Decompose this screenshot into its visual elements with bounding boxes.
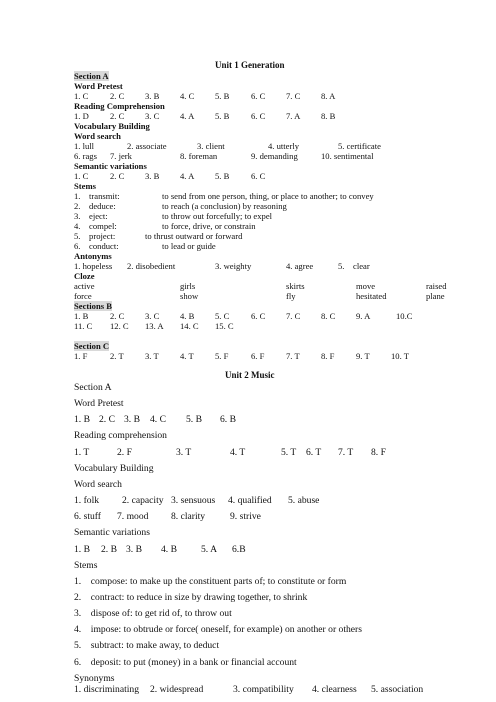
unit1-antonym-item: 3. weighty: [215, 261, 252, 271]
unit1-cloze-word: skirts: [286, 281, 305, 291]
unit1-word-pretest-item: 5. B: [215, 91, 230, 101]
unit1-title: Unit 1 Generation: [215, 60, 285, 70]
unit1-semantic-item: 5. B: [215, 171, 230, 181]
unit1-word-search-item: 7. jerk: [110, 151, 132, 161]
unit1-cloze-word: fly: [286, 291, 296, 301]
unit1-reading-item: 2. C: [110, 111, 125, 121]
unit2-reading-item: 2. F: [117, 446, 132, 458]
unit1-cloze-heading: Cloze: [74, 271, 95, 281]
unit2-semantic-item: 5. A: [201, 543, 217, 555]
unit2-word-search-item: 4. qualified: [228, 495, 272, 507]
unit1-word-search-item: 1. lull: [74, 141, 95, 151]
unit1-section-c-item: 6. F: [251, 351, 265, 361]
unit2-word-search-item: 2. capacity: [122, 495, 164, 507]
unit1-cloze-word: show: [180, 291, 199, 301]
unit1-section-b-item: 9. A: [356, 311, 371, 321]
unit2-word-pretest-item: 4. C: [150, 414, 166, 426]
unit2-semantic-item: 3. B: [126, 543, 142, 555]
unit2-word-search-item: 6. stuff: [74, 511, 102, 523]
unit1-cloze-word: force: [74, 291, 92, 301]
unit2-word-pretest-item: 3. B: [124, 414, 140, 426]
unit2-word-search-item: 1. folk: [74, 495, 100, 507]
unit1-word-search-item: 9. demanding: [251, 151, 298, 161]
unit1-section-a: Section A: [74, 71, 109, 81]
unit2-stem-item: 4. impose: to obtrude or force( oneself, for example) on another or others: [74, 624, 362, 636]
unit1-stem-word: 4. compel:: [74, 221, 117, 231]
unit1-cloze-word: raised: [426, 281, 447, 291]
unit2-stem-item: 5. subtract: to make away, to deduct: [74, 640, 220, 652]
unit1-antonym-item: 4. agree: [286, 261, 314, 271]
unit1-section-c-item: 4. T: [180, 351, 194, 361]
unit1-antonyms-heading: Antonyms: [74, 251, 112, 261]
unit2-word-pretest-heading: Word Pretest: [74, 398, 124, 410]
unit1-vocab-heading: Vocabulary Building: [74, 121, 150, 131]
unit1-cloze-word: plane: [426, 291, 445, 301]
unit2-word-search-item: 8. clarity: [171, 511, 206, 523]
unit1-section-b-item: 15. C: [215, 321, 234, 331]
unit1-stem-word: 5. project:: [74, 231, 116, 241]
unit1-semantic-item: 3. B: [145, 171, 160, 181]
unit1-section-c-item: 2. T: [110, 351, 124, 361]
unit1-word-pretest-item: 8. A: [321, 91, 336, 101]
unit1-section-b-item: 7. C: [286, 311, 301, 321]
unit1-reading-item: 7. A: [286, 111, 301, 121]
unit2-semantic-item: 6.B: [232, 543, 246, 555]
unit1-semantic-item: 4. A: [180, 171, 195, 181]
unit1-word-pretest-item: 6. C: [251, 91, 266, 101]
unit1-section-b-item: 1. B: [74, 311, 89, 321]
unit1-cloze-word: active: [74, 281, 95, 291]
unit1-word-pretest-item: 1. C: [74, 91, 89, 101]
unit2-word-search-item: 7. mood: [117, 511, 149, 523]
unit1-reading-item: 5. B: [215, 111, 230, 121]
unit1-stems-heading: Stems: [74, 181, 96, 191]
unit2-reading-heading: Reading comprehension: [74, 430, 167, 442]
unit1-word-search-heading: Word search: [74, 131, 121, 141]
unit2-semantic-heading: Semantic variations: [74, 527, 150, 539]
unit1-section-c-item: 9. T: [356, 351, 370, 361]
unit1-section-b-item: 5. C: [215, 311, 230, 321]
unit1-word-search-item: 10. sentimental: [321, 151, 374, 161]
unit1-section-b-item: 14. C: [180, 321, 199, 331]
unit1-word-search-item: 6. rags: [74, 151, 97, 161]
unit1-section-c-item: 3. T: [145, 351, 159, 361]
unit2-reading-item: 3. T: [176, 446, 192, 458]
unit2-synonym-item: 4. clearness: [312, 684, 357, 696]
unit1-semantic-item: 6. C: [251, 171, 266, 181]
unit1-stem-definition: to thrust outward or forward: [145, 231, 243, 241]
unit1-section-b-item: 8. C: [321, 311, 336, 321]
unit1-section-c-item: 1. F: [74, 351, 88, 361]
unit1-stem-word: 2. deduce:: [74, 201, 116, 211]
unit1-semantic-item: 1. C: [74, 171, 89, 181]
unit1-reading-item: 3. C: [145, 111, 160, 121]
unit1-cloze-word: move: [356, 281, 376, 291]
unit1-section-b-item: 3. C: [145, 311, 160, 321]
unit1-section-b-item: 13. A: [145, 321, 164, 331]
unit1-section-c-heading: Section C: [74, 341, 110, 351]
unit1-word-search-item: 8. foreman: [180, 151, 218, 161]
unit2-word-search-item: 5. abuse: [288, 495, 320, 507]
unit2-word-pretest-item: 6. B: [220, 414, 236, 426]
unit2-stem-item: 2. contract: to reduce in size by drawing together, to shrink: [74, 591, 308, 603]
unit2-reading-item: 1. T: [74, 446, 90, 458]
unit1-section-b-item: 12. C: [110, 321, 129, 331]
unit1-antonym-item: 2. disobedient: [127, 261, 176, 271]
unit2-reading-item: 8. F: [371, 446, 386, 458]
unit1-word-pretest-item: 3. B: [145, 91, 160, 101]
unit2-title: Unit 2 Music: [225, 370, 275, 380]
unit2-reading-item: 6. T: [306, 446, 322, 458]
unit1-stem-definition: to throw out forcefully; to expel: [162, 211, 273, 221]
unit2-word-search-heading: Word search: [74, 478, 122, 490]
unit1-word-pretest-item: 7. C: [286, 91, 301, 101]
unit2-reading-item: 7. T: [338, 446, 354, 458]
unit2-reading-item: 4. T: [230, 446, 246, 458]
unit1-stem-word: 6. conduct:: [74, 241, 119, 251]
unit2-synonyms-heading: Synonyms: [74, 672, 115, 684]
unit1-section-b-item: 6. C: [251, 311, 266, 321]
unit1-cloze-word: girls: [180, 281, 196, 291]
unit2-reading-item: 5. T: [281, 446, 297, 458]
unit1-stem-definition: to send from one person, thing, or place to another; to convey: [162, 191, 374, 201]
unit1-antonym-item: 1. hopeless: [74, 261, 113, 271]
unit1-word-pretest-item: 2. C: [110, 91, 125, 101]
unit1-section-c-item: 10. T: [391, 351, 409, 361]
unit1-word-pretest-item: 4. C: [180, 91, 195, 101]
unit1-antonym-item: 5. clear: [338, 261, 370, 271]
unit2-stem-item: 6. deposit: to put (money) in a bank or financial account: [74, 656, 297, 668]
unit1-section-b-item: 2. C: [110, 311, 125, 321]
unit1-section-c-item: 8. F: [321, 351, 335, 361]
unit1-section-c-item: 7. T: [286, 351, 300, 361]
unit2-stems-heading: Stems: [74, 559, 98, 571]
unit2-word-search-item: 3. sensuous: [171, 495, 216, 507]
unit2-synonym-item: 3. compatibility: [233, 684, 294, 696]
unit1-word-search-item: 3. client: [197, 141, 225, 151]
unit2-synonym-item: 1. discriminating: [74, 684, 140, 696]
unit1-section-b-item: 11. C: [74, 321, 93, 331]
unit2-stem-item: 1. compose: to make up the constituent parts of; to constitute or form: [74, 575, 347, 587]
unit1-section-b-item: 10.C: [396, 311, 413, 321]
unit1-section-c-item: 5. F: [215, 351, 229, 361]
unit1-semantic-item: 2. C: [110, 171, 125, 181]
unit1-word-search-item: 4. utterly: [268, 141, 300, 151]
unit1-semantic-heading: Semantic variations: [74, 161, 147, 171]
unit1-stem-word: 1. transmit:: [74, 191, 120, 201]
unit1-reading-item: 4. A: [180, 111, 195, 121]
unit1-stem-definition: to reach (a conclusion) by reasoning: [162, 201, 287, 211]
unit2-word-pretest-item: 1. B: [74, 414, 90, 426]
unit1-cloze-word: hesitated: [356, 291, 387, 301]
unit2-word-pretest-item: 5. B: [186, 414, 202, 426]
unit2-synonym-item: 5. association: [371, 684, 424, 696]
unit2-semantic-item: 2. B: [101, 543, 117, 555]
unit2-section-a: Section A: [74, 382, 112, 393]
unit1-word-search-item: 2. associate: [127, 141, 167, 151]
unit2-synonym-item: 2. widespread: [150, 684, 204, 696]
unit1-stem-definition: to force, drive, or constrain: [162, 221, 256, 231]
unit1-stem-word: 3. eject:: [74, 211, 108, 221]
unit2-vocab-heading: Vocabulary Building: [74, 462, 154, 474]
unit1-word-pretest-heading: Word Pretest: [74, 81, 123, 91]
unit2-semantic-item: 1. B: [74, 543, 90, 555]
unit1-reading-item: 6. C: [251, 111, 266, 121]
unit1-stem-definition: to lead or guide: [162, 241, 216, 251]
unit1-reading-item: 1. D: [74, 111, 89, 121]
unit1-section-b-item: 4. B: [180, 311, 195, 321]
unit2-word-search-item: 9. strive: [230, 511, 261, 523]
unit1-word-search-item: 5. certificate: [338, 141, 381, 151]
unit1-reading-heading: Reading Comprehension: [74, 101, 165, 111]
unit2-word-pretest-item: 2. C: [99, 414, 115, 426]
unit1-section-b-heading: Sections B: [74, 301, 112, 311]
unit2-stem-item: 3. dispose of: to get rid of, to throw out: [74, 608, 232, 620]
unit2-semantic-item: 4. B: [161, 543, 177, 555]
unit1-reading-item: 8. B: [321, 111, 336, 121]
